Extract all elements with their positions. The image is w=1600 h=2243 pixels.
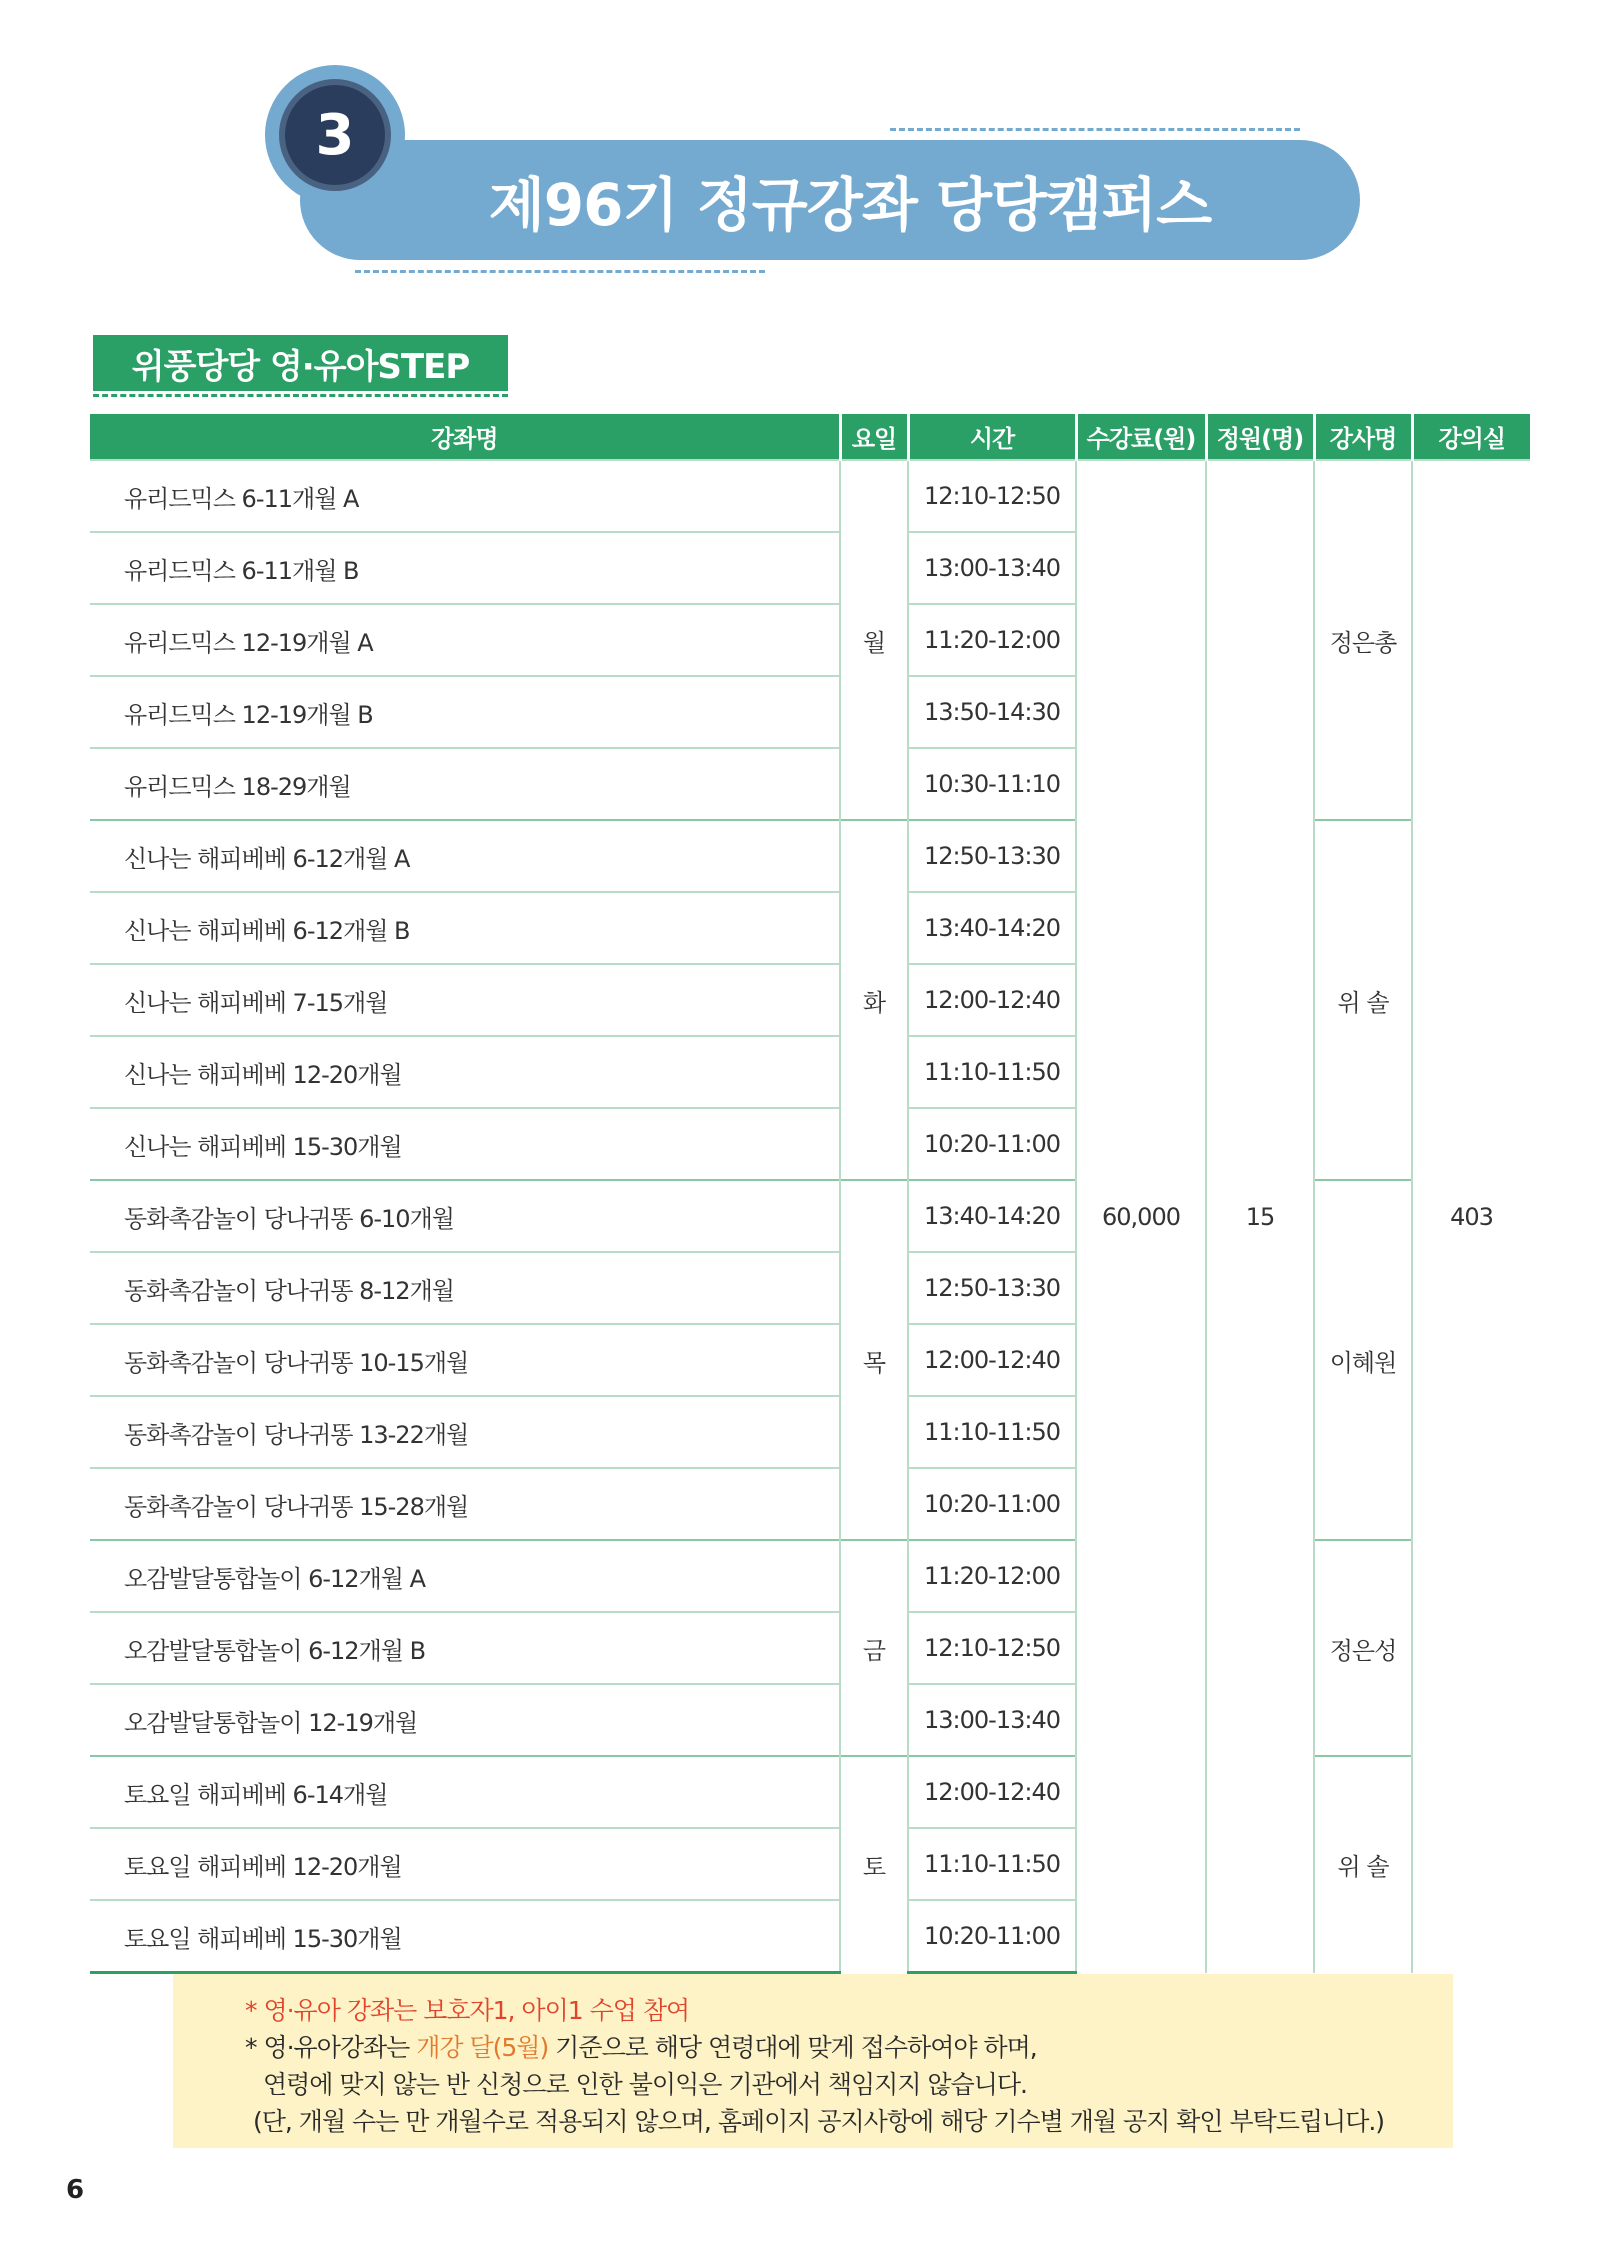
col-header-fee: 수강료(원) <box>1076 414 1206 460</box>
course-name: 동화촉감놀이 당나귀똥 10-15개월 <box>90 1324 840 1396</box>
time-cell: 12:00-12:40 <box>908 1324 1076 1396</box>
instructor-cell: 정은성 <box>1314 1540 1412 1756</box>
course-name: 유리드믹스 6-11개월 B <box>90 532 840 604</box>
course-name: 신나는 해피베베 6-12개월 A <box>90 820 840 892</box>
notice-text: 기준으로 해당 연령대에 맞게 접수하여야 하며, <box>548 2033 1037 2062</box>
page-title: 제96기 정규강좌 당당캠퍼스 <box>488 171 1212 239</box>
instructor-cell: 위 솔 <box>1314 1756 1412 1973</box>
capacity-cell: 15 <box>1206 460 1314 1973</box>
col-header-room: 강의실 <box>1412 414 1530 460</box>
time-cell: 11:10-11:50 <box>908 1396 1076 1468</box>
section-label-underline <box>93 394 508 397</box>
day-cell: 목 <box>840 1180 908 1540</box>
time-cell: 11:20-12:00 <box>908 604 1076 676</box>
table-row <box>90 1540 1530 1612</box>
time-cell: 13:00-13:40 <box>908 1684 1076 1756</box>
course-name: 오감발달통합놀이 6-12개월 A <box>90 1540 840 1612</box>
course-name: 동화촉감놀이 당나귀똥 6-10개월 <box>90 1180 840 1252</box>
course-name: 동화촉감놀이 당나귀똥 13-22개월 <box>90 1396 840 1468</box>
section-number-badge: 3 <box>279 79 391 191</box>
page-number: 6 <box>66 2175 85 2205</box>
course-name: 유리드믹스 12-19개월 A <box>90 604 840 676</box>
table-row <box>90 820 1530 892</box>
course-name: 신나는 해피베베 15-30개월 <box>90 1108 840 1180</box>
col-header-time: 시간 <box>908 414 1076 460</box>
course-name: 동화촉감놀이 당나귀똥 8-12개월 <box>90 1252 840 1324</box>
course-name: 토요일 해피베베 6-14개월 <box>90 1756 840 1828</box>
col-header-capacity: 정원(명) <box>1206 414 1314 460</box>
course-name: 동화촉감놀이 당나귀똥 15-28개월 <box>90 1468 840 1540</box>
time-cell: 10:30-11:10 <box>908 748 1076 820</box>
room-cell: 403 <box>1412 460 1530 1973</box>
day-cell: 화 <box>840 820 908 1180</box>
col-header-day: 요일 <box>840 414 908 460</box>
time-cell: 10:20-11:00 <box>908 1900 1076 1973</box>
time-cell: 10:20-11:00 <box>908 1108 1076 1180</box>
table-row <box>90 460 1530 532</box>
time-cell: 12:00-12:40 <box>908 964 1076 1036</box>
time-cell: 13:50-14:30 <box>908 676 1076 748</box>
notice-line-guardian: * 영·유아 강좌는 보호자1, 아이1 수업 참여 <box>245 1996 690 2025</box>
day-cell: 금 <box>840 1540 908 1756</box>
time-cell: 11:10-11:50 <box>908 1036 1076 1108</box>
time-cell: 12:00-12:40 <box>908 1756 1076 1828</box>
day-cell: 월 <box>840 460 908 820</box>
course-name: 신나는 해피베베 6-12개월 B <box>90 892 840 964</box>
banner-dash-bottom <box>355 270 765 273</box>
instructor-cell: 이혜원 <box>1314 1180 1412 1540</box>
course-name: 토요일 해피베베 12-20개월 <box>90 1828 840 1900</box>
time-cell: 13:40-14:20 <box>908 1180 1076 1252</box>
time-cell: 12:50-13:30 <box>908 820 1076 892</box>
time-cell: 11:20-12:00 <box>908 1540 1076 1612</box>
fee-cell: 60,000 <box>1076 460 1206 1973</box>
time-cell: 13:40-14:20 <box>908 892 1076 964</box>
notice-highlight: 개강 달(5월) <box>416 2033 549 2062</box>
col-header-instructor: 강사명 <box>1314 414 1412 460</box>
course-name: 유리드믹스 12-19개월 B <box>90 676 840 748</box>
course-name: 오감발달통합놀이 12-19개월 <box>90 1684 840 1756</box>
notice-line-age-basis <box>245 2029 1453 2066</box>
time-cell: 10:20-11:00 <box>908 1468 1076 1540</box>
course-name: 신나는 해피베베 12-20개월 <box>90 1036 840 1108</box>
table-row <box>90 1180 1530 1252</box>
col-header-course: 강좌명 <box>90 414 840 460</box>
notice-text: * 영·유아강좌는 <box>245 2033 417 2062</box>
time-cell: 12:10-12:50 <box>908 460 1076 532</box>
table-row <box>90 1756 1530 1828</box>
course-name: 유리드믹스 6-11개월 A <box>90 460 840 532</box>
time-cell: 11:10-11:50 <box>908 1828 1076 1900</box>
course-name: 토요일 해피베베 15-30개월 <box>90 1900 840 1973</box>
banner-dash-top <box>890 128 1300 131</box>
schedule-table <box>90 414 1530 1974</box>
section-label: 위풍당당 영·유아STEP <box>93 335 508 391</box>
day-cell: 토 <box>840 1756 908 1973</box>
table-header-row <box>90 414 1530 460</box>
course-name: 신나는 해피베베 7-15개월 <box>90 964 840 1036</box>
notice-line-month-count: (단, 개월 수는 만 개월수로 적용되지 않으며, 홈페이지 공지사항에 해당 기수별 개월 공지 확인 부탁드립니다.) <box>253 2107 1385 2136</box>
time-cell: 12:10-12:50 <box>908 1612 1076 1684</box>
notice-box <box>173 1974 1453 2148</box>
course-name: 유리드믹스 18-29개월 <box>90 748 840 820</box>
time-cell: 12:50-13:30 <box>908 1252 1076 1324</box>
course-name: 오감발달통합놀이 6-12개월 B <box>90 1612 840 1684</box>
instructor-cell: 위 솔 <box>1314 820 1412 1180</box>
notice-line-responsibility: 연령에 맞지 않는 반 신청으로 인한 불이익은 기관에서 책임지지 않습니다. <box>263 2070 1027 2099</box>
instructor-cell: 정은총 <box>1314 460 1412 820</box>
time-cell: 13:00-13:40 <box>908 532 1076 604</box>
